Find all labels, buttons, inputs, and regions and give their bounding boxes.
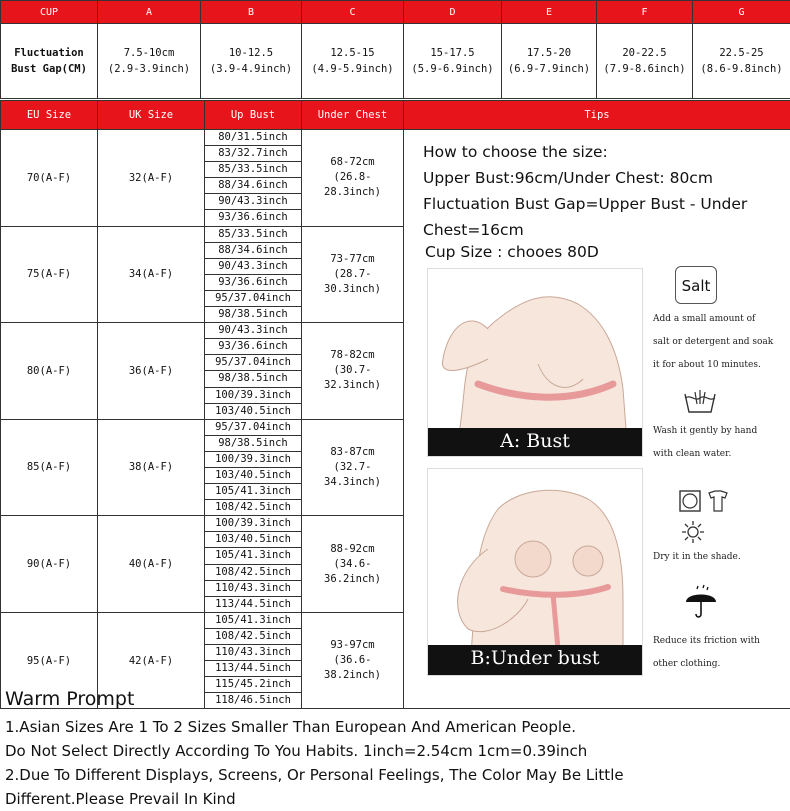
under-chest-line: 34.3inch) — [324, 475, 381, 488]
cup-header-cell: E — [502, 1, 597, 24]
warm-prompt-line: 1.Asian Sizes Are 1 To 2 Sizes Smaller Than European And American People. — [5, 718, 577, 736]
up-bust-value: 110/43.3inch — [205, 581, 301, 597]
cup-range-cm: 12.5-15 — [330, 47, 375, 59]
tip-line: Cup Size : chooes 80D — [425, 243, 599, 261]
umbrella-icon — [684, 584, 718, 620]
up-bust-list — [205, 130, 301, 226]
under-chest-cell — [302, 516, 404, 613]
cup-value-cell — [693, 24, 790, 99]
cup-range-inch: (6.9-7.9inch) — [507, 63, 591, 75]
up-bust-value: 98/38.5inch — [205, 436, 301, 452]
tip-line: Chest=16cm — [423, 221, 524, 239]
tip-line: Upper Bust:96cm/Under Chest: 80cm — [423, 169, 713, 187]
under-chest-line: 73-77cm — [330, 252, 375, 265]
warm-prompt-line: Do Not Select Directly According To You Habits. 1inch=2.54cm 1cm=0.39inch — [5, 742, 588, 760]
eu-size-cell: 85(A-F) — [1, 419, 98, 516]
size-header-cell: Up Bust — [205, 101, 302, 130]
bust-caption: A: Bust — [428, 428, 642, 456]
cup-header-cell: CUP — [1, 1, 98, 24]
size-header-cell: EU Size — [1, 101, 98, 130]
fluctuation-label: Fluctuation — [14, 47, 84, 59]
up-bust-value: 105/41.3inch — [205, 484, 301, 500]
fluctuation-label-cell — [1, 24, 98, 99]
cup-header-cell: F — [597, 1, 693, 24]
under-chest-line: (26.8- — [333, 171, 372, 184]
under-chest-line: (30.7- — [333, 364, 372, 377]
up-bust-value: 88/34.6inch — [205, 178, 301, 194]
up-bust-value: 108/42.5inch — [205, 629, 301, 645]
under-chest-line: 32.3inch) — [324, 379, 381, 392]
up-bust-value: 105/41.3inch — [205, 613, 301, 629]
cup-value-cell — [597, 24, 693, 99]
up-bust-list — [205, 227, 301, 323]
cup-header-cell: D — [404, 1, 502, 24]
up-bust-value: 113/44.5inch — [205, 661, 301, 677]
cup-range-cm: 10-12.5 — [228, 47, 274, 59]
up-bust-value: 110/43.3inch — [205, 645, 301, 661]
up-bust-value: 93/36.6inch — [205, 339, 301, 355]
cup-range-cm: 20-22.5 — [622, 47, 667, 59]
uk-size-cell: 36(A-F) — [98, 323, 205, 420]
care-line: Reduce its friction with — [653, 636, 760, 646]
cup-header-cell: A — [98, 1, 201, 24]
warm-prompt-line: Different.Please Prevail In Kind — [5, 790, 236, 808]
up-bust-value: 100/39.3inch — [205, 516, 301, 532]
eu-size-cell: 90(A-F) — [1, 516, 98, 613]
up-bust-list — [205, 516, 301, 612]
care-line: Add a small amount of — [653, 314, 756, 324]
up-bust-value: 115/45.2inch — [205, 677, 301, 693]
up-bust-list — [205, 323, 301, 419]
up-bust-value: 85/33.5inch — [205, 227, 301, 243]
up-bust-value: 100/39.3inch — [205, 388, 301, 404]
cup-value-cell — [201, 24, 302, 99]
up-bust-value: 95/37.04inch — [205, 291, 301, 307]
under-chest-cell — [302, 323, 404, 420]
up-bust-value: 90/43.3inch — [205, 323, 301, 339]
cup-range-inch: (5.9-6.9inch) — [411, 63, 494, 75]
cup-range-cm: 15-17.5 — [430, 47, 475, 59]
up-bust-cell — [205, 323, 302, 420]
up-bust-value: 103/40.5inch — [215, 404, 291, 417]
bust-illustration — [427, 268, 643, 457]
under-chest-cell — [302, 612, 404, 709]
tip-line: Fluctuation Bust Gap=Upper Bust - Under — [423, 195, 748, 213]
uk-size-cell: 38(A-F) — [98, 419, 205, 516]
up-bust-list — [205, 613, 301, 709]
up-bust-value: 93/36.6inch — [218, 211, 288, 224]
cup-values-row — [1, 24, 790, 99]
care-text-friction — [653, 630, 788, 676]
up-bust-value: 80/31.5inch — [205, 130, 301, 146]
up-bust-value: 85/33.5inch — [205, 162, 301, 178]
under-chest-cell — [302, 130, 404, 227]
cup-range-cm: 17.5-20 — [526, 47, 572, 59]
up-bust-value: 113/44.5inch — [215, 597, 291, 610]
under-chest-line: 68-72cm — [330, 156, 375, 169]
up-bust-cell — [205, 226, 302, 323]
tumble-dry-icon — [679, 487, 729, 517]
care-text-soak — [653, 308, 788, 377]
sun-icon — [681, 520, 705, 544]
care-text-wash — [653, 420, 788, 466]
under-chest-line: 36.2inch) — [324, 572, 381, 585]
under-chest-cell — [302, 226, 404, 323]
uk-size-cell: 40(A-F) — [98, 516, 205, 613]
up-bust-value: 105/41.3inch — [205, 548, 301, 564]
up-bust-value: 95/37.04inch — [205, 420, 301, 436]
cup-range-inch: (2.9-3.9inch) — [107, 63, 191, 75]
under-chest-line: (32.7- — [333, 460, 372, 473]
up-bust-value: 93/36.6inch — [205, 275, 301, 291]
cup-header-row — [1, 1, 790, 24]
under-chest-line: 93-97cm — [330, 639, 375, 652]
hand-wash-icon — [683, 388, 717, 416]
under-chest-cell — [302, 419, 404, 516]
care-line: Wash it gently by hand — [653, 426, 758, 436]
under-chest-line: (36.6- — [333, 654, 372, 667]
under-chest-line: 83-87cm — [330, 445, 375, 458]
up-bust-value: 98/38.5inch — [205, 371, 301, 387]
under-chest-line: 30.3inch) — [324, 282, 381, 295]
care-text-dry: Dry it in the shade. — [653, 552, 741, 562]
up-bust-value: 98/38.5inch — [218, 308, 288, 321]
cup-range-cm: 7.5-10cm — [123, 47, 175, 59]
up-bust-value: 118/46.5inch — [215, 694, 291, 707]
cup-value-cell — [502, 24, 597, 99]
cup-value-cell — [98, 24, 201, 99]
size-header-cell: Tips — [404, 101, 790, 130]
up-bust-value: 90/43.3inch — [205, 194, 301, 210]
up-bust-cell — [205, 419, 302, 516]
cup-value-cell — [404, 24, 502, 99]
cup-value-cell — [302, 24, 404, 99]
under-chest-line: 78-82cm — [330, 349, 375, 362]
cup-range-inch: (8.6-9.8inch) — [700, 63, 783, 75]
uk-size-cell: 34(A-F) — [98, 226, 205, 323]
warm-prompt-title: Warm Prompt — [5, 688, 135, 710]
uk-size-cell: 42(A-F) — [98, 612, 205, 709]
under-chest-line: 38.2inch) — [324, 669, 381, 682]
bust-gap-label: Bust Gap(CM) — [11, 63, 87, 75]
cup-header-cell: G — [693, 1, 790, 24]
under-bust-illustration — [427, 468, 643, 676]
tip-heading: How to choose the size: — [423, 143, 608, 161]
eu-size-cell: 80(A-F) — [1, 323, 98, 420]
up-bust-list — [205, 420, 301, 516]
up-bust-value: 103/40.5inch — [205, 532, 301, 548]
cup-range-inch: (7.9-8.6inch) — [603, 63, 686, 75]
under-chest-line: 88-92cm — [330, 542, 375, 555]
up-bust-cell — [205, 516, 302, 613]
cup-table — [0, 0, 790, 99]
up-bust-value: 100/39.3inch — [205, 452, 301, 468]
cup-range-cm: 22.5-25 — [719, 47, 764, 59]
care-line: salt or detergent and soak — [653, 337, 774, 347]
up-bust-value: 108/42.5inch — [205, 565, 301, 581]
up-bust-cell — [205, 130, 302, 227]
size-header-row — [1, 101, 790, 130]
care-line: with clean water. — [653, 449, 732, 459]
eu-size-cell: 70(A-F) — [1, 130, 98, 227]
eu-size-cell: 75(A-F) — [1, 226, 98, 323]
under-chest-line: (28.7- — [333, 267, 372, 280]
cup-range-inch: (3.9-4.9inch) — [209, 63, 293, 75]
up-bust-value: 108/42.5inch — [215, 501, 291, 514]
up-bust-value: 83/32.7inch — [205, 146, 301, 162]
cup-header-cell: C — [302, 1, 404, 24]
cup-range-inch: (4.9-5.9inch) — [311, 63, 394, 75]
up-bust-cell — [205, 612, 302, 709]
cup-header-cell: B — [201, 1, 302, 24]
uk-size-cell: 32(A-F) — [98, 130, 205, 227]
under-bust-caption: B:Under bust — [428, 645, 642, 675]
up-bust-value: 90/43.3inch — [205, 259, 301, 275]
under-chest-line: 28.3inch) — [324, 186, 381, 199]
up-bust-value: 88/34.6inch — [205, 243, 301, 259]
care-line: other clothing. — [653, 659, 721, 669]
up-bust-value: 103/40.5inch — [205, 468, 301, 484]
size-table — [0, 100, 790, 709]
up-bust-value: 95/37.04inch — [205, 355, 301, 371]
under-chest-line: (34.6- — [333, 557, 372, 570]
eu-size-cell: 95(A-F) — [1, 612, 98, 709]
warm-prompt-line: 2.Due To Different Displays, Screens, Or Personal Feelings, The Color May Be Little — [5, 766, 624, 784]
care-line: it for about 10 minutes. — [653, 360, 761, 370]
size-header-cell: Under Chest — [302, 101, 404, 130]
salt-icon: Salt — [675, 266, 717, 304]
size-header-cell: UK Size — [98, 101, 205, 130]
